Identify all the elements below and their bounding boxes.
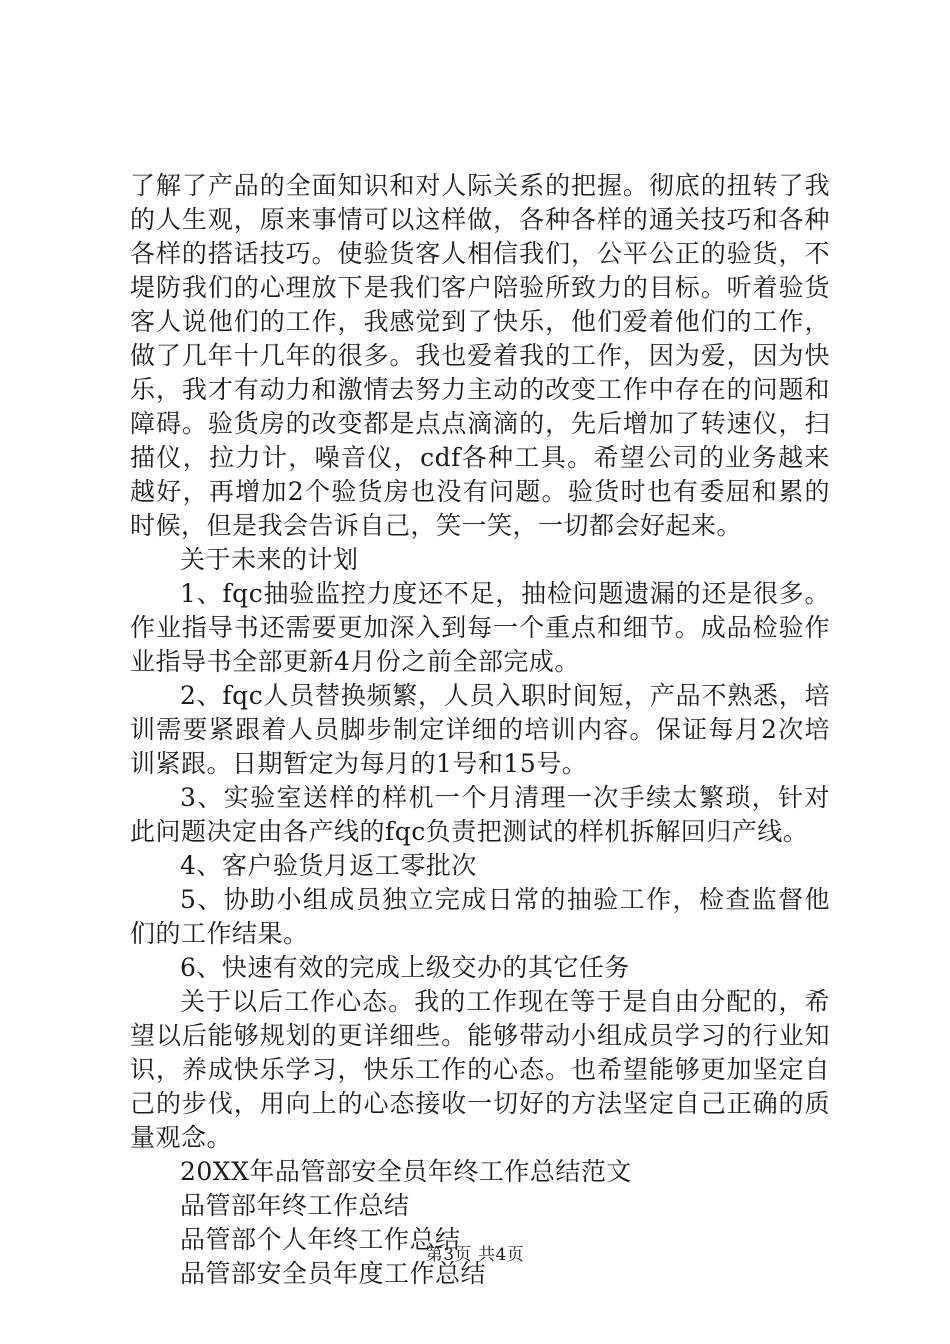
- plan-item-3: 3、实验室送样的样机一个月清理一次手续太繁琐，针对此问题决定由各产线的fqc负责把测试的样机拆解回归产线。: [130, 783, 830, 846]
- plan-item-1: 1、fqc抽验监控力度还不足，抽检问题遗漏的还是很多。作业指导书还需要更加深入到每一个重点和细节。成品检验作业指导书全部更新4月份之前全部完成。: [130, 579, 830, 676]
- paragraph-reflection: 了解了产品的全面知识和对人际关系的把握。彻底的扭转了我的人生观，原来事情可以这样做，各种各样的通关技巧和各种各样的搭话技巧。使验货客人相信我们，公平公正的验货，不堤防我们的心理放下是我们客户陪验所致力的目标。听着验货客人说他们的工作，我感觉到了快乐，他们爱着他们的工作，做了几年十几年的很多。我也爱着我的工作，因为爱，因为快乐，我才有动力和激情去努力主动的改变工作中存在的问题和障碍。验货房的改变都是点点滴滴的，先后增加了转速仪，扫描仪，拉力计，噪音仪，cdf各种工具。希望公司的业务越来越好，再增加2个验货房也没有问题。验货时也有委屈和累的时候，但是我会告诉自己，笑一笑，一切都会好起来。: [130, 171, 830, 540]
- related-title-4: 品管部安全员年度工作总结: [180, 1259, 487, 1288]
- related-title-2: 品管部年终工作总结: [180, 1191, 410, 1220]
- document-body: [130, 169, 830, 1291]
- plan-item-5: 5、协助小组成员独立完成日常的抽验工作，检查监督他们的工作结果。: [130, 885, 830, 948]
- paragraph-work-attitude: 关于以后工作心态。我的工作现在等于是自由分配的，希望以后能够规划的更详细些。能够带动小组成员学习的行业知识，养成快乐学习，快乐工作的心态。也希望能够更加坚定自己的步伐，用向上的心态接收一切好的方法坚定自己正确的质量观念。: [130, 987, 830, 1152]
- plan-item-4: 4、客户验货月返工零批次: [180, 851, 477, 880]
- plan-item-6: 6、快速有效的完成上级交办的其它任务: [180, 953, 630, 982]
- plan-item-2: 2、fqc人员替换频繁，人员入职时间短，产品不熟悉，培训需要紧跟着人员脚步制定详细的培训内容。保证每月2次培训紧跟。日期暂定为每月的1号和15号。: [130, 681, 830, 778]
- section-heading-future-plans: 关于未来的计划: [180, 545, 359, 574]
- page-number-footer: 第3页 共4页: [425, 1245, 525, 1265]
- related-title-3: 品管部个人年终工作总结: [180, 1225, 461, 1254]
- related-title-1: 20XX年品管部安全员年终工作总结范文: [180, 1157, 632, 1186]
